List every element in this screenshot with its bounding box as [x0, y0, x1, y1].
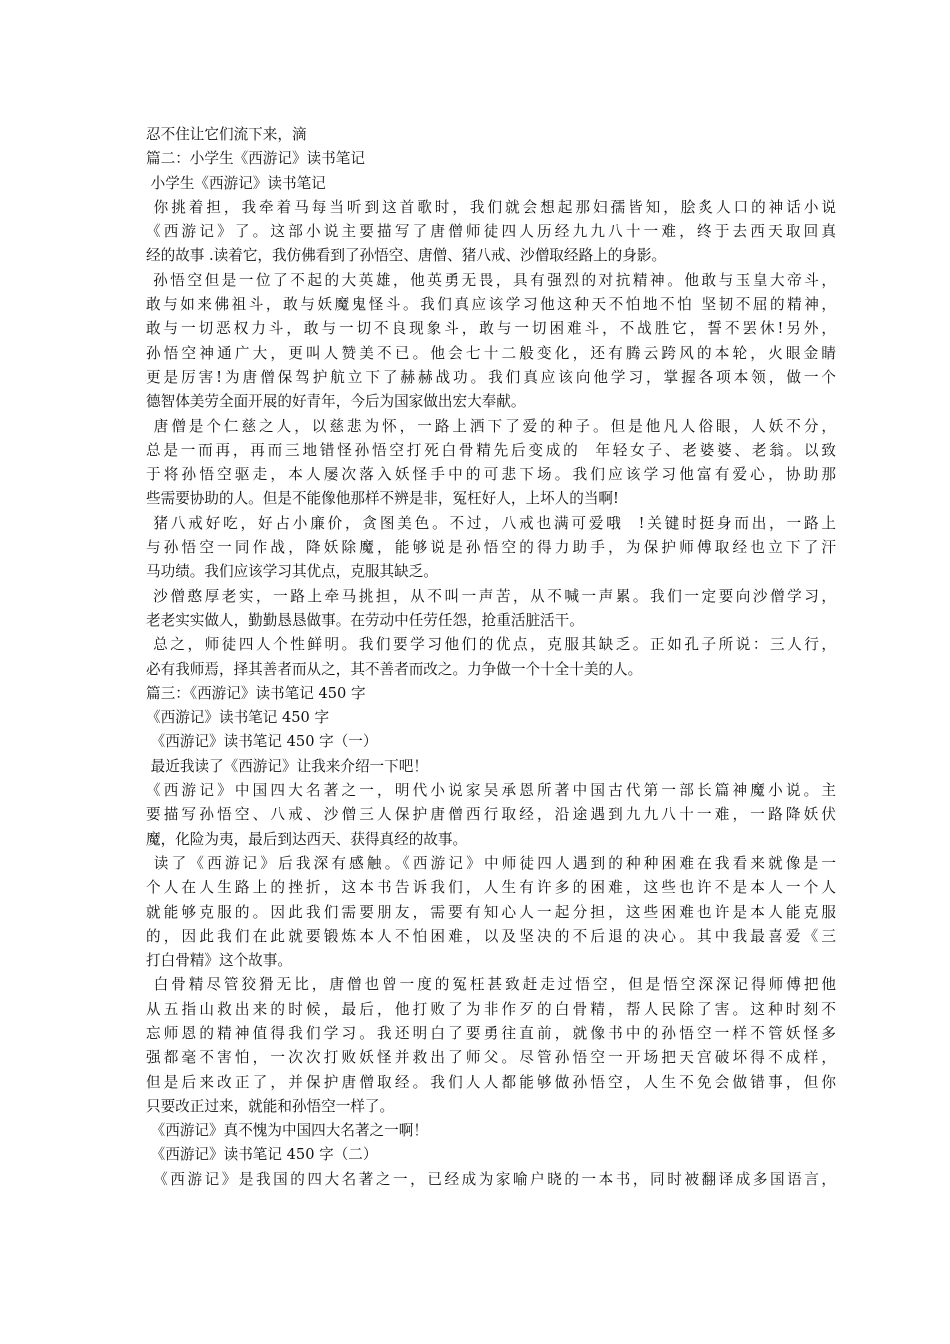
text-line: 忘师恩的精神值得我们学习。我还明白了要勇往直前，就像书中的孙悟空一样不管妖怪多	[146, 1024, 836, 1042]
text-line: 个人在人生路上的挫折，这本书告诉我们，人生有许多的困难，这些也许不是本人一个人	[146, 879, 836, 897]
text-line: 要描写孙悟空、八戒、沙僧三人保护唐僧西行取经，沿途遇到九九八十一难，一路降妖伏	[146, 806, 836, 824]
text-line: 孙悟空但是一位了不起的大英雄，他英勇无畏，具有强烈的对抗精神。他敢与玉皇大帝斗，	[146, 271, 836, 289]
sub-title: 《西游记》读书笔记 450 字（一）	[146, 733, 378, 751]
text-line: 与孙悟空一同作战，降妖除魔，能够说是孙悟空的得力助手，为保护师傅取经也立下了汗	[146, 539, 836, 557]
text-line: 敢与一切恶权力斗，敢与一切不良现象斗，敢与一切困难斗，不战胜它，誓不罢休!另外，	[146, 320, 836, 338]
text-line: 最近我读了《西游记》让我来介绍一下吧！	[146, 757, 428, 775]
text-line: 但是后来改正了，并保护唐僧取经。我们人人都能够做孙悟空，人生不免会做错事，但你	[146, 1073, 836, 1091]
text-line: 敢与如来佛祖斗，敢与妖魔鬼怪斗。我们真应该学习他这种天不怕地不怕 坚韧不屈的精神，	[146, 296, 836, 314]
text-line: 些需要协助的人。但是不能像他那样不辨是非，冤枉好人，上坏人的当啊!	[146, 490, 619, 508]
text-line: 强都毫不害怕，一次次打败妖怪并救出了师父。尽管孙悟空一开场把天宫破坏得不成样，	[146, 1049, 836, 1067]
text-line: 德智体美劳全面开展的好青年，今后为国家做出宏大奉献。	[146, 393, 526, 411]
text-line: 的，因此我们在此就要锻炼本人不怕困难，以及坚决的不后退的决心。其中我最喜爱《三	[146, 927, 836, 945]
text-line: 《西游记》真不愧为中国四大名著之一啊！	[146, 1122, 428, 1140]
text-line: 沙僧憨厚老实，一路上牵马挑担，从不叫一声苦，从不喊一声累。我们一定要向沙僧学习，	[146, 587, 836, 605]
text-line: 从五指山救出来的时候，最后，他打败了为非作歹的白骨精，帮人民除了害。这种时刻不	[146, 1000, 836, 1018]
text-line: 白骨精尽管狡猾无比，唐僧也曾一度的冤枉甚致赶走过悟空，但是悟空深深记得师傅把他	[146, 976, 836, 994]
text-line: 必有我师焉，择其善者而从之，其不善者而改之。力争做一个十全十美的人。	[146, 660, 643, 678]
sub-title: 《西游记》读书笔记 450 字（二）	[146, 1146, 378, 1164]
text-line: 孙悟空神通广大，更叫人赞美不已。他会七十二般变化，还有腾云跨风的本轮，火眼金睛	[146, 344, 836, 362]
text-line: 猪八戒好吃，好占小廉价，贪图美色。不过，八戒也满可爱哦 !关键时挺身而出，一路上	[146, 514, 836, 532]
text-line: 唐僧是个仁慈之人，以慈悲为怀，一路上洒下了爱的种子。但是他凡人俗眼，人妖不分，	[146, 417, 836, 435]
document-body	[146, 123, 836, 1192]
text-line: 总是一而再，再而三地错怪孙悟空打死白骨精先后变成的 年轻女子、老婆婆、老翁。以致	[146, 441, 836, 459]
text-line: 读了《西游记》后我深有感触。《西游记》中师徒四人遇到的种种困难在我看来就像是一	[146, 854, 836, 872]
text-line: 打白骨精》这个故事。	[146, 952, 292, 970]
text-line: 你挑着担，我牵着马每当听到这首歌时，我们就会想起那妇孺皆知，脍炙人口的神话小说	[146, 198, 836, 216]
text-line: 于将孙悟空驱走，本人屡次落入妖怪手中的可悲下场。我们应该学习他富有爱心，协助那	[146, 466, 836, 484]
text-line: 马功绩。我们应该学习其优点，克服其缺乏。	[146, 563, 438, 581]
text-line: 魔，化险为夷，最后到达西天、获得真经的故事。	[146, 830, 468, 848]
text-line: 经的故事 .读着它，我仿佛看到了孙悟空、唐僧、猪八戒、沙僧取经路上的身影。	[146, 247, 667, 265]
article-title: 《西游记》读书笔记 450 字	[146, 709, 330, 727]
text-line: 忍不住让它们流下来，滴	[146, 126, 307, 143]
text-line: 更是厉害!为唐僧保驾护航立下了赫赫战功。我们真应该向他学习，掌握各项本领，做一个	[146, 368, 836, 386]
text-line: 老老实实做人，勤勤恳恳做事。在劳动中任劳任怨，抢重活脏活干。	[146, 611, 584, 629]
text-line: 《西游记》中国四大名著之一，明代小说家吴承恩所著中国古代第一部长篇神魔小说。主	[146, 782, 836, 800]
text-line: 《西游记》是我国的四大名著之一，已经成为家喻户晓的一本书，同时被翻译成多国语言，	[146, 1170, 836, 1188]
text-line: 就能够克服的。因此我们需要朋友，需要有知心人一起分担，这些困难也许是本人能克服	[146, 903, 836, 921]
article-title: 小学生《西游记》读书笔记	[146, 174, 326, 192]
section-heading: 篇三：《西游记》读书笔记 450 字	[146, 684, 366, 702]
text-line: 只要改正过来，就能和孙悟空一样了。	[146, 1097, 395, 1115]
section-heading: 篇二：小学生《西游记》读书笔记	[146, 150, 365, 168]
text-line: 总之，师徒四人个性鲜明。我们要学习他们的优点，克服其缺乏。正如孔子所说：三人行，	[146, 636, 836, 654]
text-line: 《西游记》了。这部小说主要描写了唐僧师徒四人历经九九八十一难，终于去西天取回真	[146, 223, 836, 241]
